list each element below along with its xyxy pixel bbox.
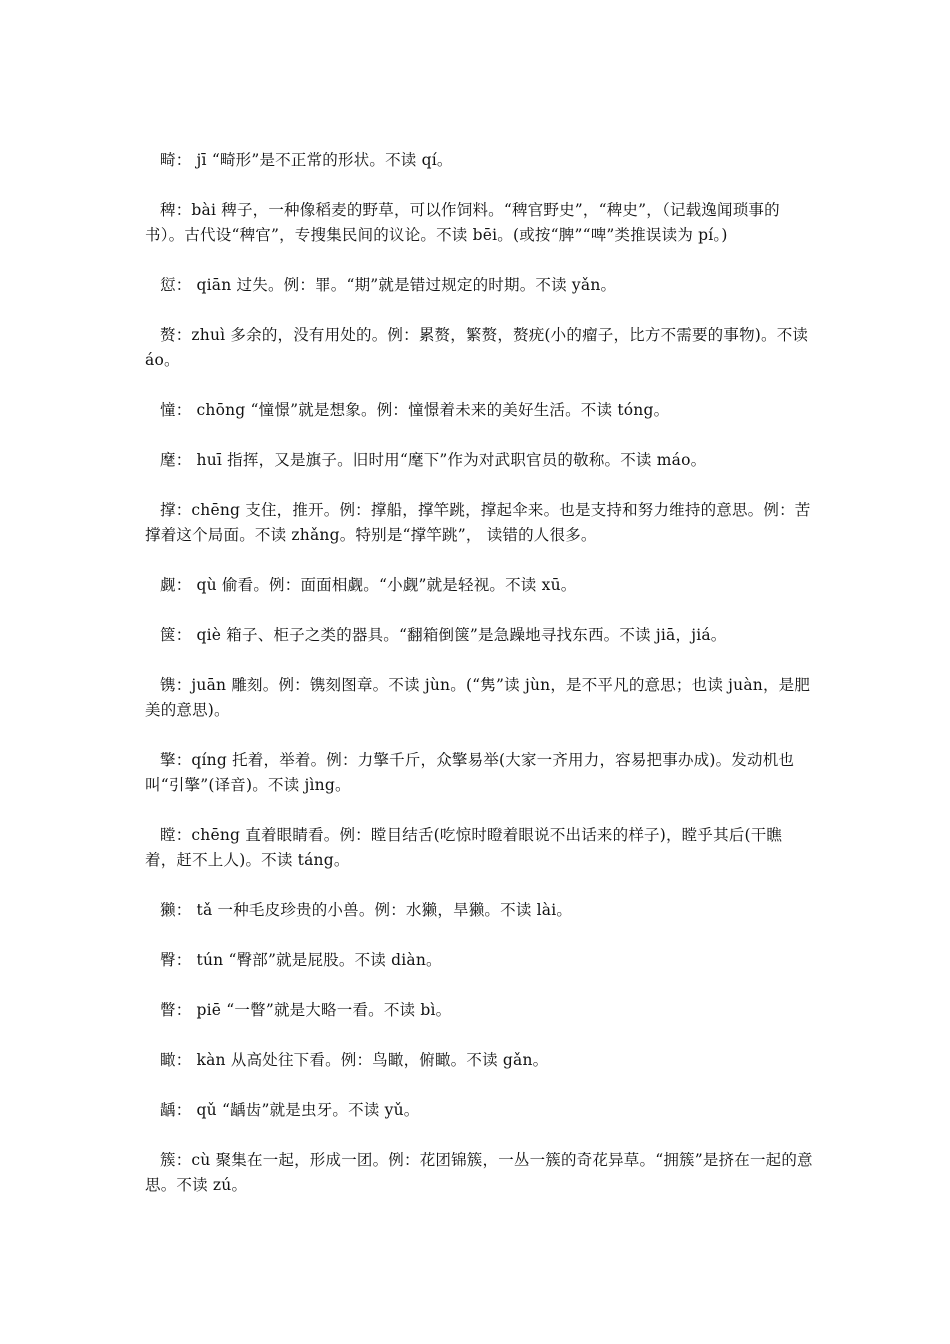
entry-ji: 畸： jī “畸形”是不正常的形状。不读 qí。 [160, 151, 453, 169]
entry-cheng-support: 撑：chēng 支住，推开。例：撑船，撑竿跳，撑起伞来。也是支持和努力维持的意思。例：苦撑着这个局面。不读 zhǎng。特别是“撑竿跳”， 读错的人很多。 [145, 501, 811, 544]
document-body [145, 148, 813, 1223]
entry-ta: 獭： tǎ 一种毛皮珍贵的小兽。例：水獭，旱獭。不读 lài。 [160, 901, 573, 919]
entry-qing: 擎：qíng 托着，举着。例：力擎千斤，众擎易举(大家一齐用力，容易把事办成)。发动机也叫“引擎”(译音)。不读 jìng。 [145, 751, 795, 794]
entry-qian: 愆： qiān 过失。例：罪。“期”就是错过规定的时期。不读 yǎn。 [160, 276, 617, 294]
entry-qu-tooth: 龋： qǔ “龋齿”就是虫牙。不读 yǔ。 [160, 1101, 420, 1119]
entry-tun: 臀： tún “臀部”就是屁股。不读 diàn。 [160, 951, 442, 969]
entry-kan: 瞰： kàn 从高处往下看。例：鸟瞰，俯瞰。不读 gǎn。 [160, 1051, 549, 1069]
entry-zhui: 赘：zhuì 多余的，没有用处的。例：累赘，繁赘，赘疣(小的瘤子，比方不需要的事物)。不读 áo。 [145, 326, 809, 369]
entry-bai: 稗：bài 稗子，一种像稻麦的野草，可以作饲料。“稗官野史”，“稗史”，（记载逸闻琐事的书）。古代设“稗官”，专搜集民间的议论。不读 bēi。(或按“脾”“啤”类推误读为 pí。) [145, 201, 780, 244]
entry-qu-peek: 觑： qù 偷看。例：面面相觑。“小觑”就是轻视。不读 xū。 [160, 576, 577, 594]
entry-cu: 簇：cù 聚集在一起，形成一团。例：花团锦簇，一丛一簇的奇花异草。“拥簇”是挤在一起的意思。不读 zú。 [145, 1151, 813, 1194]
entry-cheng-stare: 瞠：chēng 直着眼睛看。例：瞠目结舌(吃惊时瞪着眼说不出话来的样子)，瞠乎其后(干瞧着，赶不上人)。不读 táng。 [145, 826, 783, 869]
entry-hui: 麾： huī 指挥，又是旗子。旧时用“麾下”作为对武职官员的敬称。不读 máo。 [160, 451, 707, 469]
entry-pie: 瞥： piē “一瞥”就是大略一看。不读 bì。 [160, 1001, 452, 1019]
entry-chong: 憧： chōng “憧憬”就是想象。例：憧憬着未来的美好生活。不读 tóng。 [160, 401, 670, 419]
entry-qie: 箧： qiè 箱子、柜子之类的器具。“翻箱倒箧”是急躁地寻找东西。不读 jiā，jiá。 [160, 626, 727, 644]
entry-juan: 镌：juān 雕刻。例：镌刻图章。不读 jùn。(“隽”读 jùn，是不平凡的意思；也读 juàn，是肥美的意思)。 [145, 676, 811, 719]
